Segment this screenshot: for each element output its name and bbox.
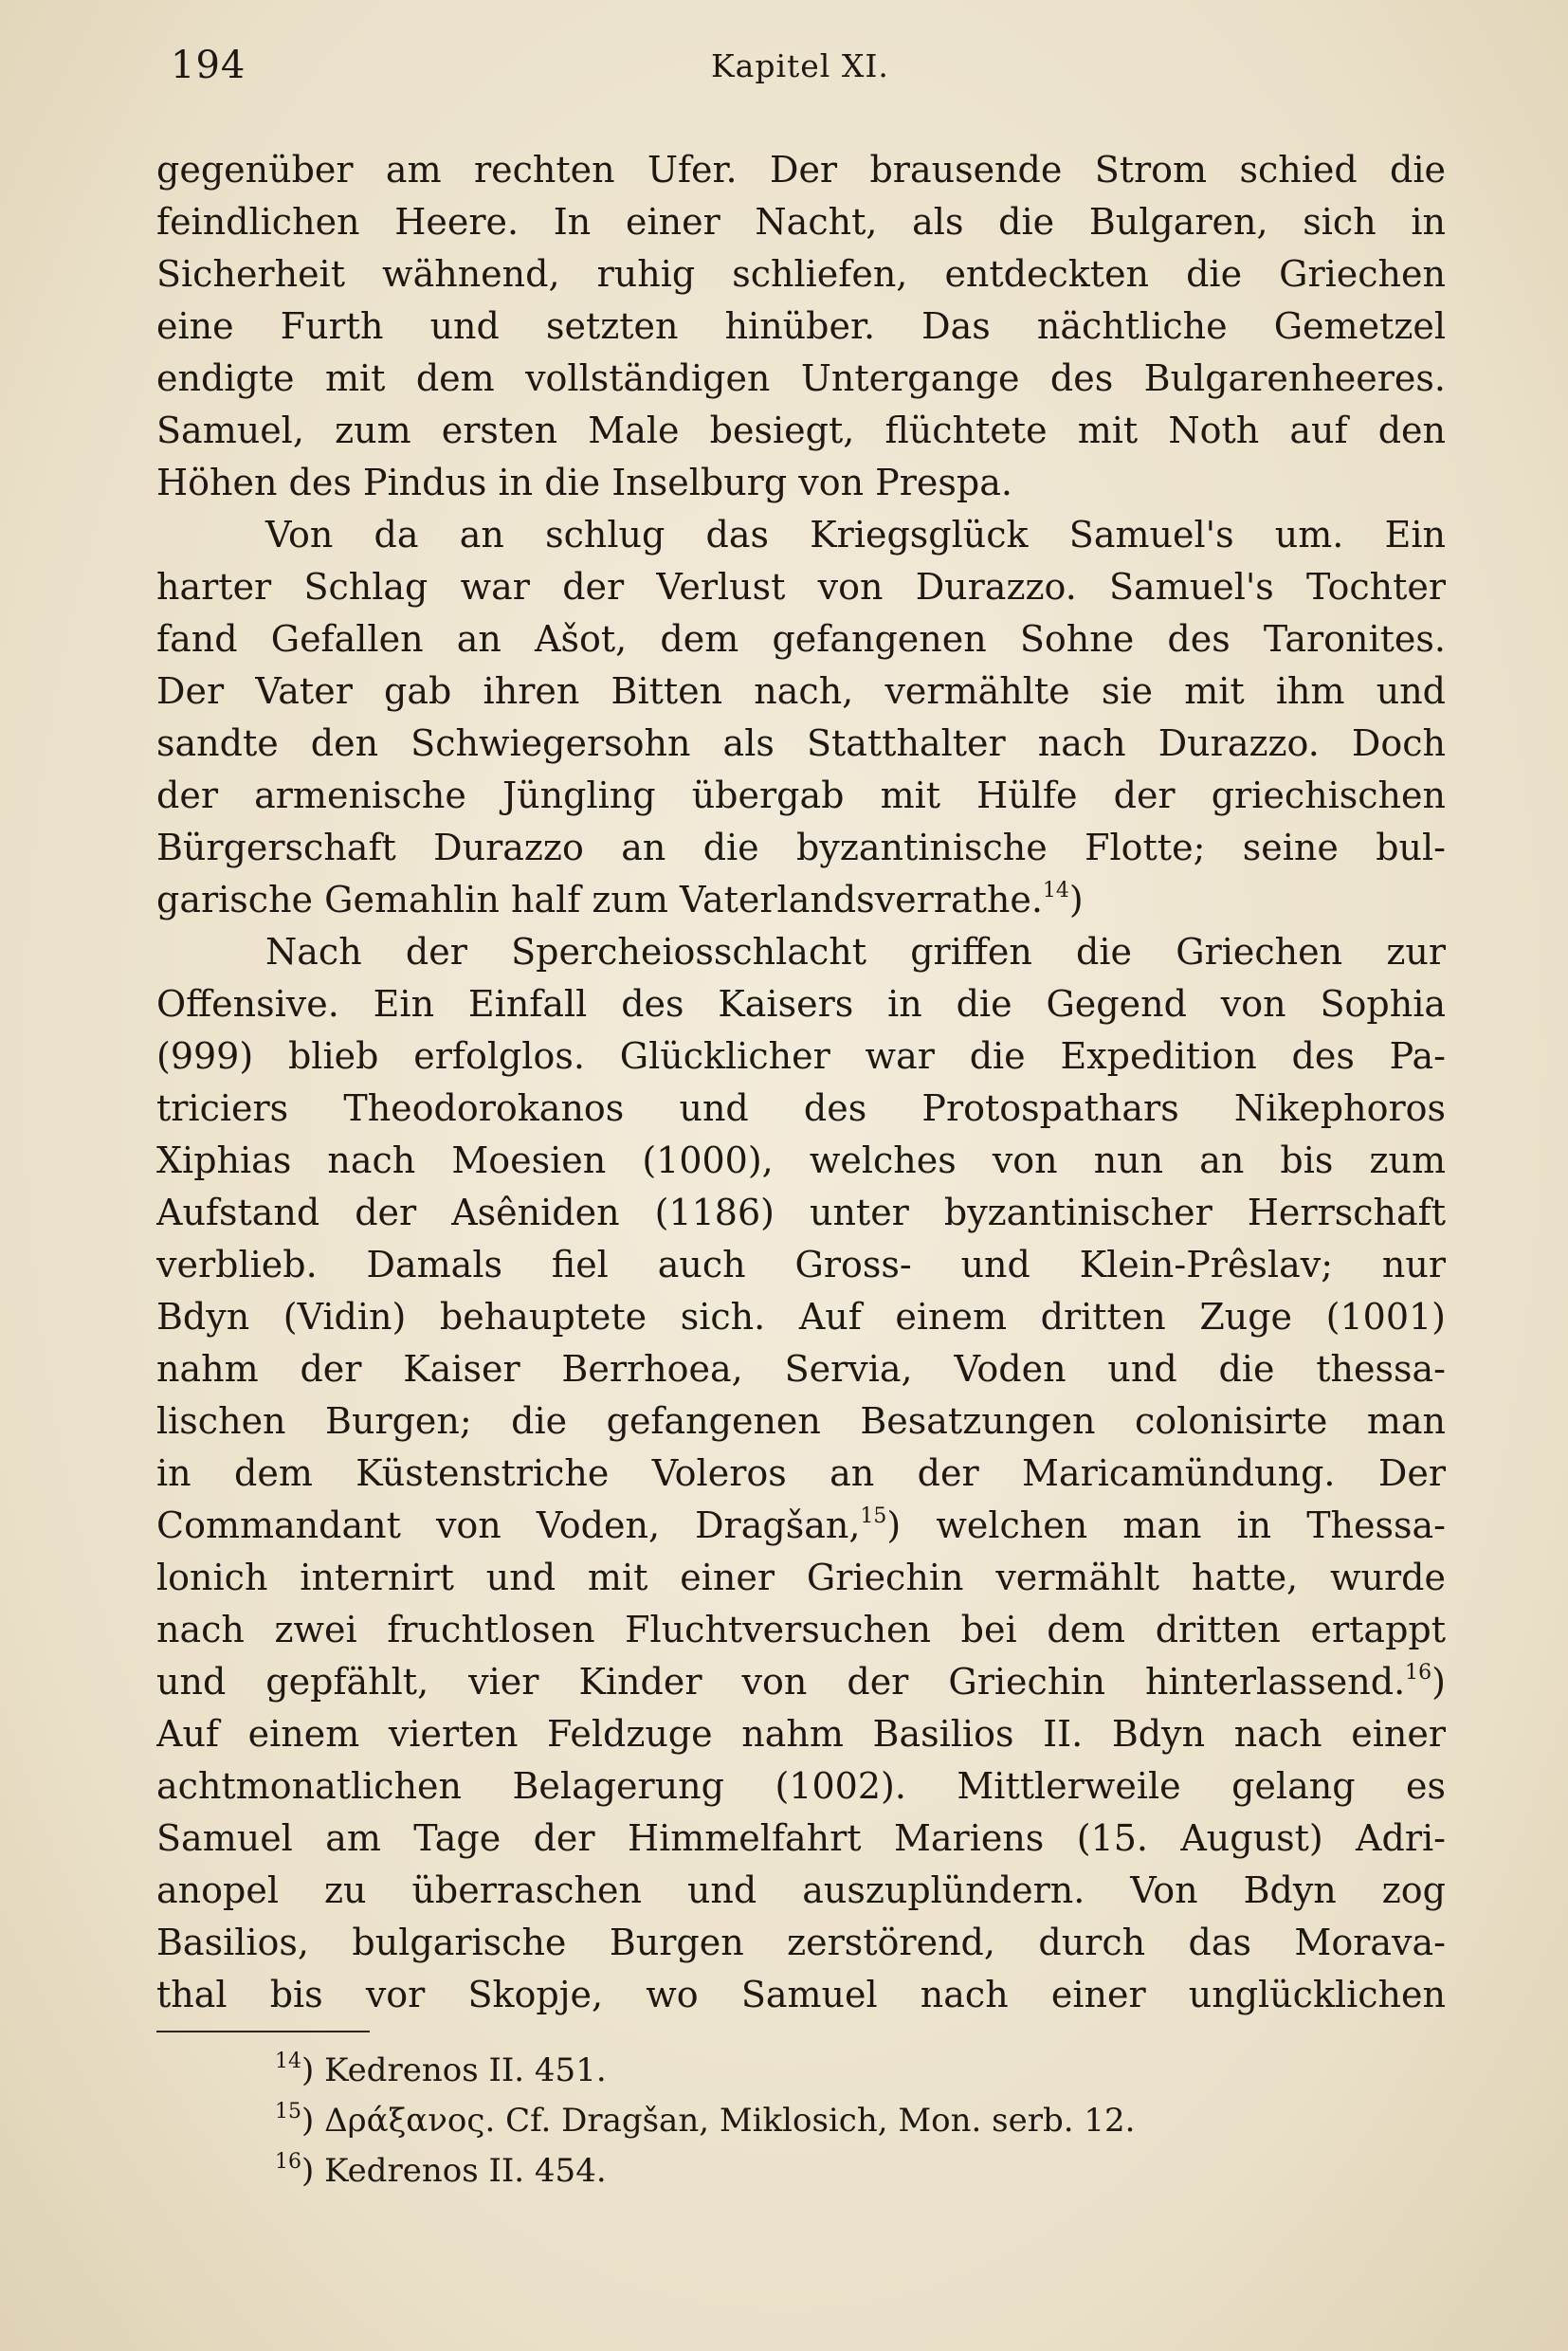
body-text bbox=[156, 144, 1446, 2021]
text-line: garische Gemahlin half zum Vaterlandsverrathe.$^{14}$) bbox=[156, 879, 1084, 920]
line-text: lonich internirt und mit einer Griechin vermählt hatte, wurde bbox=[156, 1557, 1446, 1598]
line-text: in dem Küstenstriche Voleros an der Maricamündung. Der bbox=[156, 1452, 1446, 1494]
line-text: Auf einem vierten Feldzuge nahm Basilios II. Bdyn nach einer bbox=[156, 1713, 1446, 1755]
text-line: Commandant von Voden, Dragšan,$^{15}$) welchen man in Thessa- bbox=[156, 1504, 1446, 1546]
text-line bbox=[156, 1969, 1446, 2021]
text-line bbox=[156, 1813, 1446, 1865]
text-line bbox=[156, 301, 1446, 353]
footnote: $^{14}$) Kedrenos II. 451. bbox=[275, 2050, 607, 2089]
footnote-text: Kedrenos II. 451. bbox=[324, 2051, 607, 2089]
text-line bbox=[156, 1552, 1446, 1604]
text-line bbox=[156, 822, 1446, 874]
line-text: Basilios, bulgarische Burgen zerstörend, durch das Morava- bbox=[156, 1922, 1446, 1963]
line-text: Höhen des Pindus in die Inselburg von Prespa. bbox=[156, 462, 1012, 503]
footnote-reference: 16 bbox=[1405, 1661, 1432, 1685]
page-header bbox=[171, 36, 1446, 102]
text-line bbox=[156, 1343, 1446, 1395]
line-text: achtmonatlichen Belagerung (1002). Mittlerweile gelang es bbox=[156, 1765, 1446, 1807]
line-text: Bürgerschaft Durazzo an die byzantinische Flotte; seine bul- bbox=[156, 827, 1446, 868]
text-line bbox=[156, 1030, 1446, 1083]
text-line bbox=[156, 1865, 1446, 1917]
line-text: Xiphias nach Moesien (1000), welches von nun an bis zum bbox=[156, 1139, 1446, 1181]
line-text: verblieb. Damals fiel auch Gross- und Klein-Prêslav; nur bbox=[156, 1244, 1446, 1285]
text-line bbox=[156, 1604, 1446, 1656]
line-text: Der Vater gab ihren Bitten nach, vermählte sie mit ihm und bbox=[156, 670, 1446, 712]
line-text: anopel zu überraschen und auszuplündern. Von Bdyn zog bbox=[156, 1869, 1446, 1911]
footnote-text: Δράξανος. Cf. Dragšan, Miklosich, Mon. serb. 12. bbox=[324, 2102, 1136, 2140]
footnote-mark: 15 bbox=[275, 2100, 301, 2123]
line-text: (999) blieb erfolglos. Glücklicher war die Expedition des Pa- bbox=[156, 1035, 1446, 1077]
text-line bbox=[156, 926, 1446, 978]
footnote-reference: 14 bbox=[1042, 879, 1069, 902]
line-text: thal bis vor Skopje, wo Samuel nach einer unglücklichen bbox=[156, 1974, 1446, 2015]
text-line bbox=[156, 1083, 1446, 1135]
footnote-mark: 16 bbox=[275, 2150, 301, 2174]
text-line bbox=[156, 1239, 1446, 1291]
line-text: nach zwei fruchtlosen Fluchtversuchen bei dem dritten ertappt bbox=[156, 1609, 1446, 1650]
text-line bbox=[156, 1135, 1446, 1187]
text-line bbox=[156, 978, 1446, 1030]
line-text: eine Furth und setzten hinüber. Das nächtliche Gemetzel bbox=[156, 305, 1446, 347]
text-line bbox=[156, 1448, 1446, 1500]
footnote-mark: 14 bbox=[275, 2050, 301, 2073]
line-text: Aufstand der Asêniden (1186) unter byzantinischer Herrschaft bbox=[156, 1192, 1446, 1233]
line-text: und gepfählt, vier Kinder von der Griechin hinterlassend. bbox=[156, 1661, 1406, 1703]
line-text: endigte mit dem vollständigen Untergange des Bulgarenheeres. bbox=[156, 357, 1446, 399]
text-line bbox=[156, 457, 1446, 509]
text-line: und gepfählt, vier Kinder von der Griechin hinterlassend.$^{16}$) bbox=[156, 1661, 1446, 1703]
line-text: fand Gefallen an Ašot, dem gefangenen Sohne des Taronites. bbox=[156, 618, 1446, 660]
footnotes bbox=[275, 2046, 1223, 2196]
text-line bbox=[156, 1760, 1446, 1813]
text-line bbox=[156, 613, 1446, 665]
line-text: der armenische Jüngling übergab mit Hülfe der griechischen bbox=[156, 775, 1446, 816]
footnote: $^{15}$) Δράξανος. Cf. Dragšan, Miklosich, Mon. serb. 12. bbox=[275, 2100, 1136, 2140]
line-text: lischen Burgen; die gefangenen Besatzungen colonisirte man bbox=[156, 1400, 1446, 1442]
text-line bbox=[156, 1395, 1446, 1448]
text-line bbox=[156, 196, 1446, 248]
page-number: 194 bbox=[171, 44, 246, 87]
text-line bbox=[156, 144, 1446, 196]
text-line bbox=[156, 1187, 1446, 1239]
line-text: Offensive. Ein Einfall des Kaisers in die Gegend von Sophia bbox=[156, 983, 1446, 1025]
text-line bbox=[156, 1917, 1446, 1969]
footnote-text: Kedrenos II. 454. bbox=[324, 2152, 607, 2190]
line-text: garische Gemahlin half zum Vaterlandsverrathe. bbox=[156, 879, 1043, 920]
footnote-rule bbox=[156, 2031, 370, 2032]
line-text: sandte den Schwiegersohn als Statthalter nach Durazzo. Doch bbox=[156, 722, 1446, 764]
line-text: Nach der Spercheiosschlacht griffen die Griechen zur bbox=[265, 931, 1446, 973]
text-line bbox=[156, 561, 1446, 613]
line-text: nahm der Kaiser Berrhoea, Servia, Voden und die thessa- bbox=[156, 1348, 1446, 1390]
line-text: Commandant von Voden, Dragšan, bbox=[156, 1504, 861, 1546]
line-text: gegenüber am rechten Ufer. Der brausende Strom schied die bbox=[156, 149, 1446, 191]
line-text: Bdyn (Vidin) behauptete sich. Auf einem dritten Zuge (1001) bbox=[156, 1296, 1446, 1338]
line-text: Sicherheit wähnend, ruhig schliefen, entdeckten die Griechen bbox=[156, 253, 1446, 295]
footnote: $^{16}$) Kedrenos II. 454. bbox=[275, 2150, 607, 2190]
text-line bbox=[156, 405, 1446, 457]
text-line bbox=[156, 1291, 1446, 1343]
text-line bbox=[156, 353, 1446, 405]
text-line bbox=[156, 509, 1446, 561]
line-text: feindlichen Heere. In einer Nacht, als die Bulgaren, sich in bbox=[156, 201, 1446, 243]
line-text: Samuel, zum ersten Male besiegt, flüchtete mit Noth auf den bbox=[156, 410, 1446, 451]
footnote-reference: 15 bbox=[860, 1504, 887, 1528]
text-line bbox=[156, 248, 1446, 301]
running-title: Kapitel XI. bbox=[711, 47, 889, 84]
text-line bbox=[156, 665, 1446, 718]
line-text: harter Schlag war der Verlust von Durazzo. Samuel's Tochter bbox=[156, 566, 1446, 608]
line-text: triciers Theodorokanos und des Protospathars Nikephoros bbox=[156, 1087, 1446, 1129]
text-line bbox=[156, 770, 1446, 822]
text-line bbox=[156, 1708, 1446, 1760]
text-line bbox=[156, 718, 1446, 770]
line-text: Samuel am Tage der Himmelfahrt Mariens (15. August) Adri- bbox=[156, 1817, 1446, 1859]
line-text: Von da an schlug das Kriegsglück Samuel's um. Ein bbox=[265, 514, 1446, 556]
line-text-continuation: welchen man in Thessa- bbox=[901, 1504, 1446, 1546]
